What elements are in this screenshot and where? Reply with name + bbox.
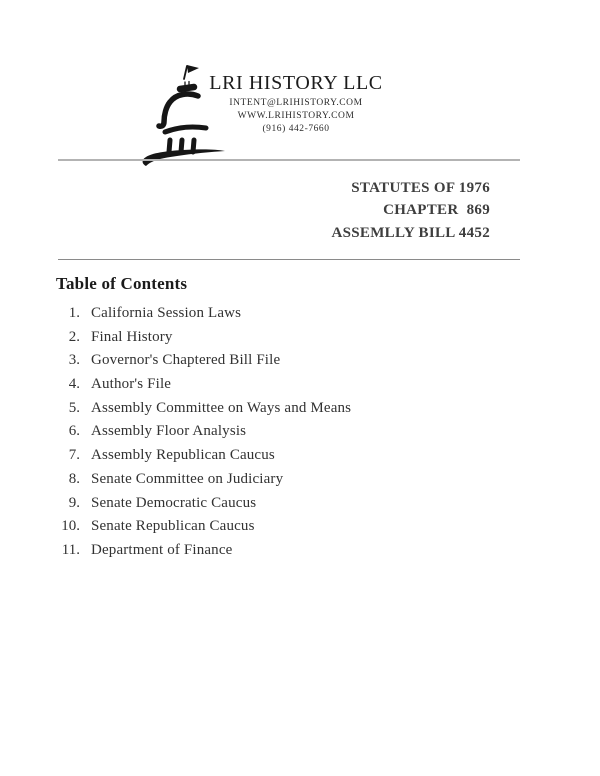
toc-item-number: 1. bbox=[68, 305, 80, 321]
toc-item bbox=[44, 400, 504, 417]
toc-item bbox=[44, 447, 504, 464]
toc-item-label: Assembly Floor Analysis bbox=[91, 423, 247, 440]
toc-item-number: 4. bbox=[68, 376, 80, 393]
toc-item-label: Senate Committee on Judiciary bbox=[91, 470, 284, 487]
toc-item bbox=[44, 376, 504, 393]
toc-item bbox=[44, 518, 504, 535]
toc-item bbox=[44, 495, 504, 512]
company-name: LRI HISTORY LLC bbox=[209, 72, 383, 94]
toc-item-label: Department of Finance bbox=[91, 541, 233, 558]
toc-item-number: 5. bbox=[68, 399, 80, 416]
website-address: WWW.LRIHISTORY.COM bbox=[237, 111, 355, 121]
toc-item bbox=[44, 305, 504, 322]
toc-item-number: 9. bbox=[68, 494, 80, 511]
toc-item-number: 6. bbox=[68, 423, 80, 440]
toc-item bbox=[44, 352, 504, 369]
toc-item-number: 10. bbox=[61, 518, 80, 535]
toc-item bbox=[44, 423, 504, 440]
toc-item-label: Author's File bbox=[91, 376, 172, 393]
toc-item-number: 2. bbox=[68, 328, 80, 345]
toc-item-label: Final History bbox=[91, 328, 173, 345]
horizontal-rule-top bbox=[58, 159, 520, 161]
statutes-line: STATUTES OF 1976 bbox=[351, 180, 490, 196]
phone-number: (916) 442-7660 bbox=[262, 124, 330, 134]
toc-item-label: Senate Democratic Caucus bbox=[91, 494, 257, 511]
toc-item-label: Assembly Republican Caucus bbox=[91, 447, 275, 464]
toc-item-label: California Session Laws bbox=[91, 305, 242, 321]
letterhead bbox=[0, 72, 596, 136]
toc-item-label: Assembly Committee on Ways and Means bbox=[91, 399, 352, 416]
toc-heading: Table of Contents bbox=[56, 274, 188, 293]
assembly-bill-line: ASSEMLLY BILL 4452 bbox=[331, 224, 490, 241]
toc-item bbox=[44, 471, 504, 488]
bill-reference-block bbox=[331, 177, 490, 244]
toc-item-number: 7. bbox=[68, 447, 80, 464]
horizontal-rule-bottom bbox=[58, 259, 520, 260]
toc-item-label: Governor's Chaptered Bill File bbox=[91, 352, 281, 369]
contact-block bbox=[0, 97, 596, 136]
email-address: INTENT@LRIHISTORY.COM bbox=[229, 98, 363, 108]
toc-item-number: 8. bbox=[68, 470, 80, 487]
toc-item bbox=[44, 329, 504, 346]
toc-list bbox=[44, 305, 504, 566]
chapter-line: CHAPTER 869 bbox=[383, 202, 490, 219]
toc-item-number: 11. bbox=[61, 541, 80, 558]
toc-item-number: 3. bbox=[68, 352, 80, 369]
toc-item bbox=[44, 542, 504, 559]
toc-item-label: Senate Republican Caucus bbox=[91, 518, 255, 535]
